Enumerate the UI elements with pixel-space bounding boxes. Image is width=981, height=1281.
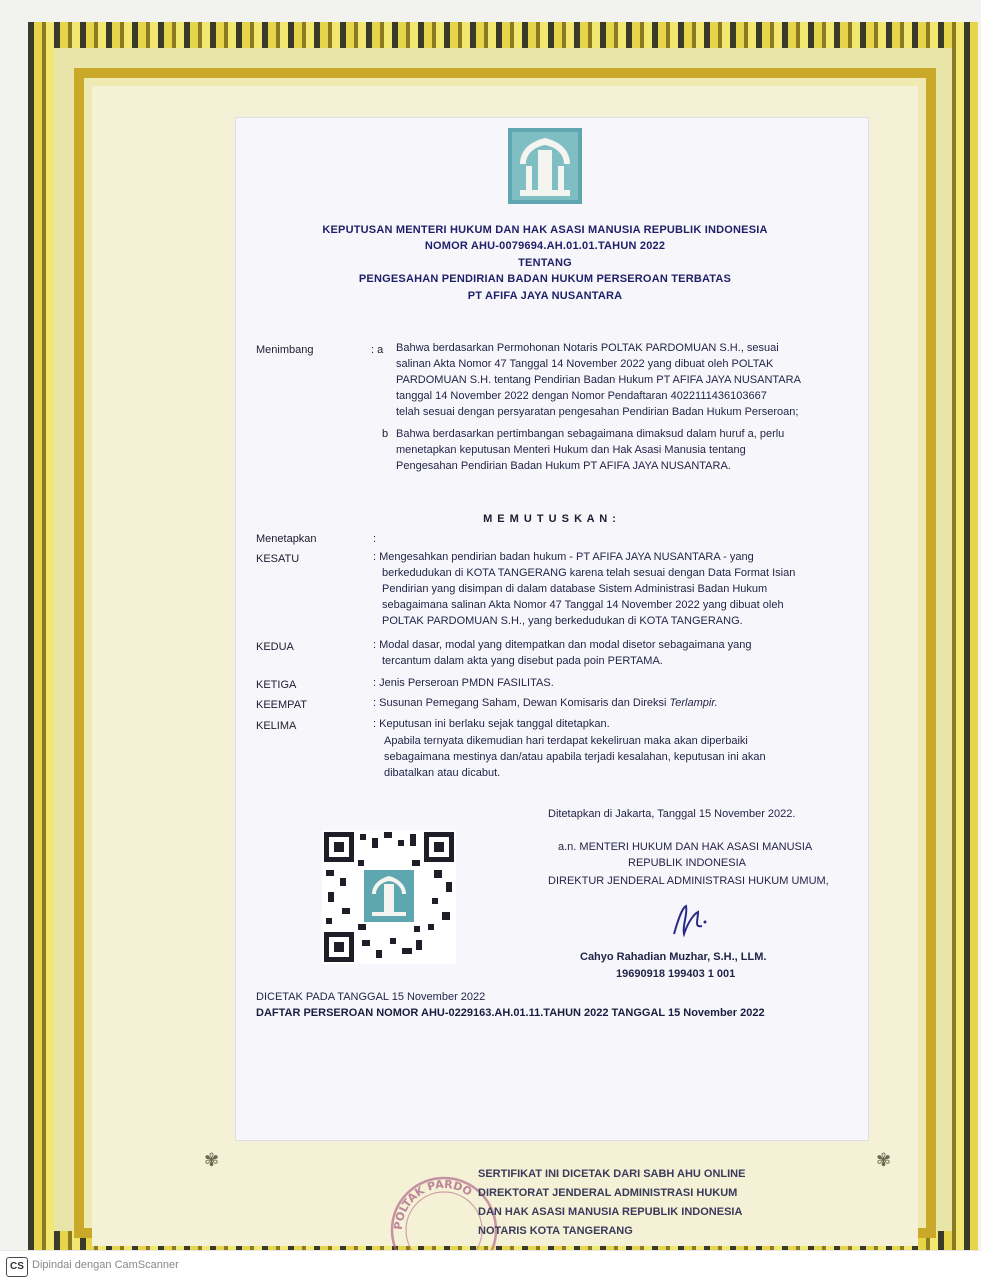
kesatu-label: KESATU: [256, 553, 300, 565]
an-line-2: REPUBLIK INDONESIA: [628, 857, 746, 869]
kedua-label: KEDUA: [256, 641, 294, 653]
kelima-label: KELIMA: [256, 720, 297, 732]
title-line-1: KEPUTUSAN MENTERI HUKUM DAN HAK ASASI MANUSIA REPUBLIK INDONESIA: [322, 224, 768, 236]
stamp-text: POLTAK PARDO: [391, 1177, 475, 1231]
kedua-line-2: tercantum dalam akta yang disebut pada poin PERTAMA.: [382, 655, 663, 667]
menimbang-a-line-2: salinan Akta Nomor 47 Tanggal 14 November 2022 yang dibuat oleh POLTAK: [396, 358, 774, 370]
qr-code: [322, 830, 456, 964]
kesatu-line-3: Pendirian yang disimpan di dalam database Sistem Administrasi Badan Hukum: [382, 583, 768, 595]
kesatu-line-2: berkedudukan di KOTA TANGERANG karena telah sesuai dengan Data Format Isian: [382, 567, 796, 579]
menimbang-a-marker: : a: [371, 344, 384, 356]
footer-line-3: DAN HAK ASASI MANUSIA REPUBLIK INDONESIA: [478, 1206, 743, 1218]
decree-number: NOMOR AHU-0079694.AH.01.01.TAHUN 2022: [424, 240, 666, 252]
signatory-name: Cahyo Rahadian Muzhar, S.H., LLM.: [580, 951, 767, 963]
kesatu-line-4: sebagaimana salinan Akta Nomor 47 Tanggal 14 November 2022 yang dibuat oleh: [382, 599, 784, 611]
ministry-emblem-icon: [508, 128, 582, 204]
signature-mark-icon: [664, 900, 712, 940]
kesatu-line-1: : Mengesahkan pendirian badan hukum - PT AFIFA JAYA NUSANTARA - yang: [373, 551, 754, 563]
camscanner-logo-icon: CS: [6, 1257, 28, 1277]
menetapkan-label: Menetapkan: [256, 533, 317, 545]
an-line-1: a.n. MENTERI HUKUM DAN HAK ASASI MANUSIA: [558, 841, 813, 853]
ornament-left-icon: ✾: [204, 1150, 220, 1170]
menimbang-b-line-3: Pengesahan Pendirian Badan Hukum PT AFIFA JAYA NUSANTARA.: [396, 460, 731, 472]
kesatu-line-5: POLTAK PARDOMUAN S.H., yang berkedudukan di KOTA TANGERANG.: [382, 615, 743, 627]
kelima-line-4: dibatalkan atau dicabut.: [384, 767, 501, 779]
printed-date: DICETAK PADA TANGGAL 15 November 2022: [256, 991, 486, 1003]
menetapkan-colon: :: [373, 533, 377, 545]
camscanner-text: Dipindai dengan CamScanner: [32, 1259, 179, 1271]
ketiga-label: KETIGA: [256, 679, 297, 691]
keempat-text-main: : Susunan Pemegang Saham, Dewan Komisaris dan Direksi: [373, 697, 670, 709]
menimbang-label: Menimbang: [256, 344, 314, 356]
kedua-line-1: : Modal dasar, modal yang ditempatkan dan modal disetor sebagaimana yang: [373, 639, 752, 651]
camscanner-bar: [0, 1250, 981, 1281]
svg-text:POLTAK PARDO: [392, 1178, 474, 1231]
menimbang-b-line-1: Bahwa berdasarkan pertimbangan sebagaimana dimaksud dalam huruf a, perlu: [396, 428, 785, 440]
keempat-text: [373, 697, 718, 709]
menimbang-b-line-2: menetapkan keputusan Menteri Hukum dan Hak Asasi Manusia tentang: [396, 444, 746, 456]
signatory-nip: 19690918 199403 1 001: [616, 968, 736, 980]
menimbang-a-line-4: tanggal 14 November 2022 dengan Nomor Pendaftaran 4022111436103667: [396, 390, 767, 402]
ornament-right-icon: ✾: [876, 1150, 892, 1170]
kelima-line-3: sebagaimana mestinya dan/atau apabila terjadi kesalahan, keputusan ini akan: [384, 751, 766, 763]
an-line-3: DIREKTUR JENDERAL ADMINISTRASI HUKUM UMUM,: [548, 875, 829, 887]
ketiga-text: : Jenis Perseroan PMDN FASILITAS.: [373, 677, 554, 689]
keempat-label: KEEMPAT: [256, 699, 307, 711]
footer-line-4: NOTARIS KOTA TANGERANG: [478, 1225, 633, 1237]
title-subject: PENGESAHAN PENDIRIAN BADAN HUKUM PERSEROAN TERBATAS: [358, 273, 732, 285]
footer-line-2: DIREKTORAT JENDERAL ADMINISTRASI HUKUM: [478, 1187, 738, 1199]
menimbang-a-line-5: telah sesuai dengan persyaratan pengesahan Pendirian Badan Hukum Perseroan;: [396, 406, 799, 418]
keempat-italic: Terlampir.: [669, 697, 718, 709]
footer-line-1: SERTIFIKAT INI DICETAK DARI SABH AHU ONLINE: [478, 1168, 746, 1180]
title-tentang: TENTANG: [518, 257, 572, 269]
menimbang-a-line-1: Bahwa berdasarkan Permohonan Notaris POLTAK PARDOMUAN S.H., sesuai: [396, 342, 779, 354]
memutuskan-heading: M E M U T U S K A N :: [483, 513, 617, 525]
menimbang-b-marker: b: [382, 428, 389, 440]
menimbang-a-line-3: PARDOMUAN S.H. tentang Pendirian Badan Hukum PT AFIFA JAYA NUSANTARA: [396, 374, 801, 386]
kelima-line-1: : Keputusan ini berlaku sejak tanggal ditetapkan.: [373, 718, 610, 730]
place-date: Ditetapkan di Jakarta, Tanggal 15 November 2022.: [548, 808, 796, 820]
company-name: PT AFIFA JAYA NUSANTARA: [467, 290, 623, 302]
kelima-line-2: Apabila ternyata dikemudian hari terdapat kekeliruan maka akan diperbaiki: [384, 735, 748, 747]
certificate-paper: [236, 118, 868, 1140]
daftar-perseroan: DAFTAR PERSEROAN NOMOR AHU-0229163.AH.01.11.TAHUN 2022 TANGGAL 15 November 2022: [256, 1007, 765, 1019]
